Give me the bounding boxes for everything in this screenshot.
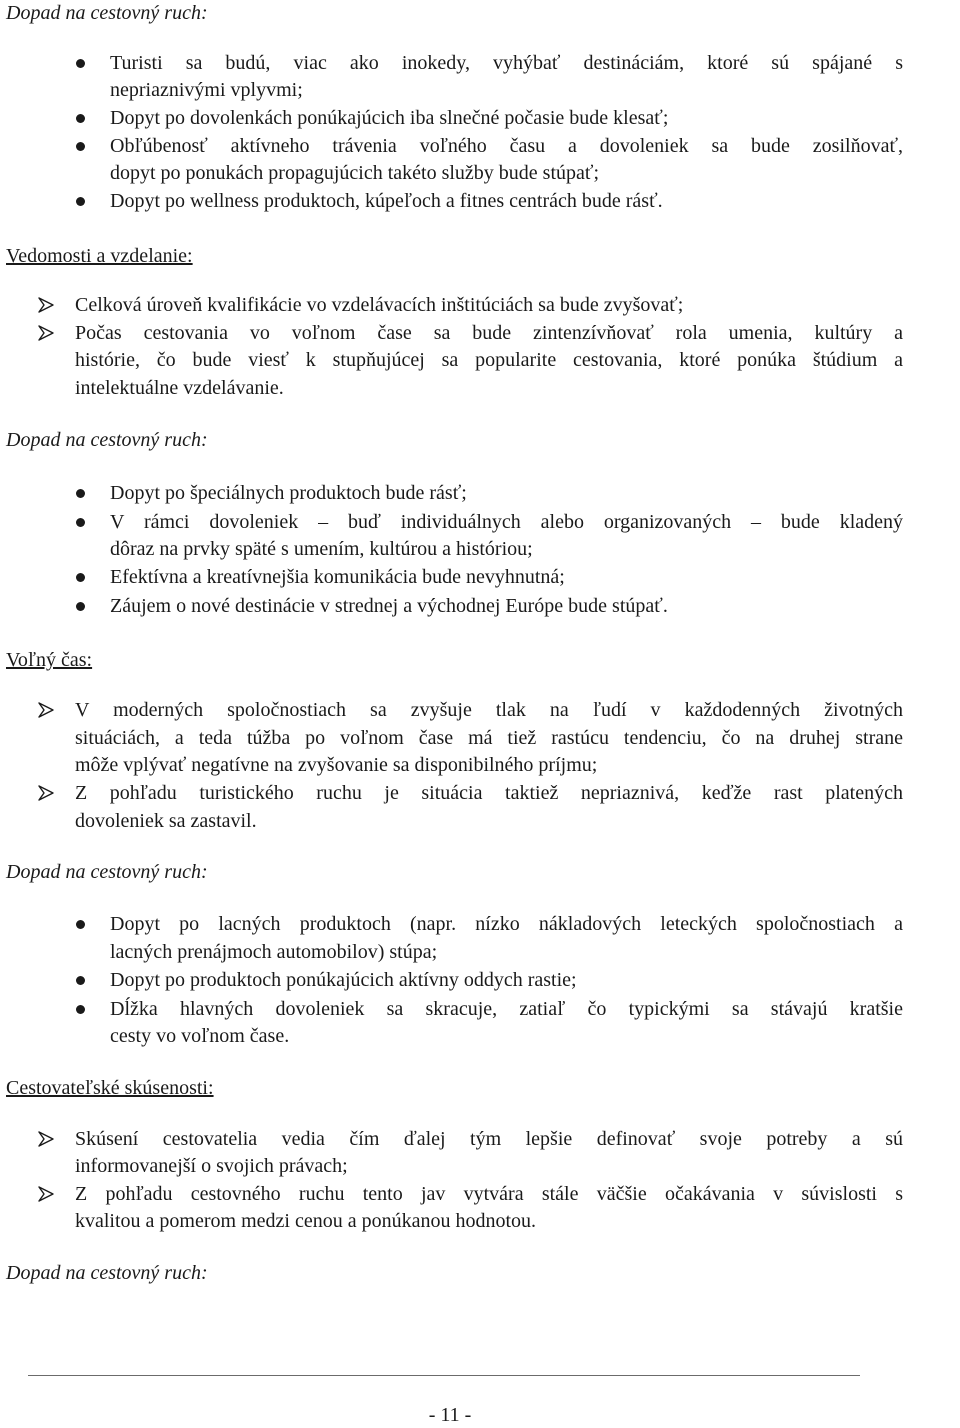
bullet-dot-icon	[76, 976, 85, 985]
arrow-bullet-icon	[37, 1130, 55, 1148]
list-item-line: informovanejší o svojich právach;	[75, 1155, 348, 1177]
bullet-dot-icon	[76, 114, 85, 123]
list-item-line: Dopyt po špeciálnych produktoch bude rásť;	[110, 482, 467, 504]
footer-divider	[28, 1375, 860, 1376]
list-item-line: intelektuálne vzdelávanie.	[75, 377, 284, 399]
list-item-line: Z pohľadu cestovného ruchu tento jav vytvára stále väčšie očakávania v súvislosti s	[75, 1183, 903, 1205]
list-item-line: cesty vo voľnom čase.	[110, 1025, 290, 1047]
list-item-line: nepriaznivými vplyvmi;	[110, 79, 303, 101]
bullet-dot-icon	[76, 920, 85, 929]
bullet-dot-icon	[76, 573, 85, 582]
list-item-line: kvalitou a pomerom medzi cenou a ponúkanou hodnotou.	[75, 1210, 537, 1232]
arrow-bullet-icon	[37, 701, 55, 719]
bullet-dot-icon	[76, 59, 85, 68]
list-item-line: Obľúbenosť aktívneho trávenia voľného času a dovoleniek sa bude zosilňovať,	[110, 135, 903, 157]
bullet-dot-icon	[76, 197, 85, 206]
list-item-line: Dopyt po produktoch ponúkajúcich aktívny oddych rastie;	[110, 969, 577, 991]
list-item-line: Z pohľadu turistického ruchu je situácia taktiež nepriaznivá, keďže rast platených	[75, 782, 903, 804]
bullet-dot-icon	[76, 489, 85, 498]
list-item-line: dopyt po ponukách propagujúcich takéto služby bude stúpať;	[110, 162, 599, 184]
list-item-line: Počas cestovania vo voľnom čase sa bude zintenzívňovať rola umenia, kultúry a	[75, 322, 903, 344]
list-item-line: Dopyt po wellness produktoch, kúpeľoch a fitnes centrách bude rásť.	[110, 190, 663, 212]
list-item-line: V moderných spoločnostiach sa zvyšuje tlak na ľudí v každodenných životných	[75, 699, 903, 721]
arrow-bullet-icon	[37, 784, 55, 802]
section-heading: Vedomosti a vzdelanie:	[6, 245, 193, 267]
section-heading: Dopad na cestovný ruch:	[6, 861, 208, 883]
list-item-line: lacných prenájmoch automobilov) stúpa;	[110, 941, 438, 963]
list-item-line: situáciách, a teda túžba po voľnom čase má tiež rastúcu tendenciu, čo na druhej strane	[75, 727, 903, 749]
list-item-line: môže vplývať negatívne na zvyšovanie sa disponibilného príjmu;	[75, 754, 598, 776]
list-item-line: Dopyt po lacných produktoch (napr. nízko nákladových leteckých spoločnostiach a	[110, 913, 903, 935]
bullet-dot-icon	[76, 602, 85, 611]
list-item-line: histórie, čo bude viesť k stupňujúcej sa popularite cestovania, ktoré ponúka štúdium a	[75, 349, 903, 371]
list-item-line: Dopyt po dovolenkách ponúkajúcich iba slnečné počasie bude klesať;	[110, 107, 669, 129]
section-heading: Cestovateľské skúsenosti:	[6, 1077, 214, 1099]
section-heading: Dopad na cestovný ruch:	[6, 2, 208, 24]
section-heading: Voľný čas:	[6, 649, 93, 671]
list-item-line: Dĺžka hlavných dovoleniek sa skracuje, zatiaľ čo typickými sa stávajú kratšie	[110, 998, 903, 1020]
list-item-line: V rámci dovoleniek – buď individuálnych alebo organizovaných – bude kladený	[110, 511, 903, 533]
list-item-line: dovoleniek sa zastavil.	[75, 810, 257, 832]
bullet-dot-icon	[76, 142, 85, 151]
arrow-bullet-icon	[37, 296, 55, 314]
list-item-line: Záujem o nové destinácie v strednej a východnej Európe bude stúpať.	[110, 595, 668, 617]
arrow-bullet-icon	[37, 1185, 55, 1203]
bullet-dot-icon	[76, 518, 85, 527]
list-item-line: Celková úroveň kvalifikácie vo vzdelávacích inštitúciách sa bude zvyšovať;	[75, 294, 684, 316]
list-item-line: Efektívna a kreatívnejšia komunikácia bude nevyhnutná;	[110, 566, 565, 588]
list-item-line: dôraz na prvky späté s umením, kultúrou a históriou;	[110, 538, 533, 560]
arrow-bullet-icon	[37, 324, 55, 342]
section-heading: Dopad na cestovný ruch:	[6, 429, 208, 451]
bullet-dot-icon	[76, 1005, 85, 1014]
list-item-line: Turisti sa budú, viac ako inokedy, vyhýbať destináciám, ktoré sú spájané s	[110, 52, 903, 74]
section-heading: Dopad na cestovný ruch:	[6, 1262, 208, 1284]
page-number: - 11 -	[428, 1404, 472, 1426]
list-item-line: Skúsení cestovatelia vedia čím ďalej tým lepšie definovať svoje potreby a sú	[75, 1128, 903, 1150]
